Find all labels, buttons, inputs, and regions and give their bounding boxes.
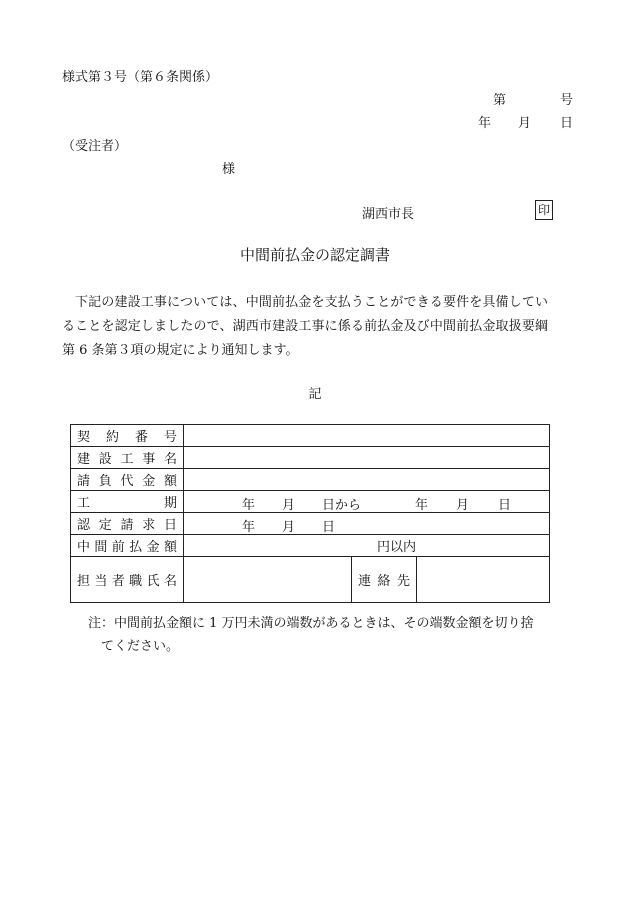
label-char: 額 [163, 474, 177, 489]
label-char: 工 [120, 452, 134, 467]
request-date-month: 月 [282, 520, 296, 535]
request-date-day: 日 [322, 520, 336, 535]
period-end-day: 日 [498, 498, 512, 513]
label-char: 期 [163, 496, 177, 511]
label-char: 払 [129, 540, 143, 555]
label-char: 担 [77, 574, 91, 589]
recipient-label: （受注者） [62, 139, 128, 154]
period-start-year: 年 [242, 498, 256, 513]
table-row [71, 557, 550, 603]
info-table [70, 424, 550, 603]
label-char: 職 [129, 574, 143, 589]
label-char: 請 [120, 518, 134, 533]
label-char: 者 [111, 574, 125, 589]
label-char: 中 [77, 540, 91, 555]
date-year-label: 年 [478, 116, 492, 131]
document-number-suffix: 号 [560, 93, 574, 108]
label-char: 契 [77, 430, 91, 445]
row-label-period [71, 491, 184, 513]
document-number-label: 第 [493, 93, 507, 108]
note-line-1: 注：中間前払金額に 1 万円未満の端数があるときは、その端数金額を切り捨 [88, 616, 534, 631]
interim-amount-field[interactable] [184, 535, 550, 557]
label-char: 求 [142, 518, 156, 533]
label-char: 請 [77, 474, 91, 489]
period-start-month: 月 [282, 498, 296, 513]
label-char: 額 [163, 540, 177, 555]
label-char: 絡 [377, 574, 391, 589]
note-line-2: てください。 [101, 639, 180, 654]
row-label-construction-name [71, 447, 184, 469]
row-label-staff-name [71, 557, 184, 603]
construction-name-field[interactable] [184, 447, 550, 469]
label-char: 名 [163, 452, 177, 467]
label-char: 氏 [146, 574, 160, 589]
label-char: 前 [111, 540, 125, 555]
request-date-field[interactable] [184, 513, 550, 535]
label-char: 約 [105, 430, 119, 445]
label-char: 建 [77, 452, 91, 467]
period-start-day: 日から [322, 498, 362, 513]
row-label-contract-number [71, 425, 184, 447]
label-char: 日 [163, 518, 177, 533]
label-char: 負 [98, 474, 112, 489]
label-char: 金 [142, 474, 156, 489]
label-char: 代 [120, 474, 134, 489]
row-label-contract-amount [71, 469, 184, 491]
recipient-honorific: 様 [222, 162, 236, 177]
table-row [71, 491, 550, 513]
contact-field[interactable] [417, 557, 550, 603]
ki-heading: 記 [308, 387, 322, 402]
table-row [71, 447, 550, 469]
label-char: 事 [142, 452, 156, 467]
date-day-label: 日 [560, 116, 574, 131]
label-char: 号 [163, 430, 177, 445]
staff-name-field[interactable] [184, 557, 352, 603]
table-row [71, 469, 550, 491]
request-date-year: 年 [242, 520, 256, 535]
table-row [71, 513, 550, 535]
table-row [71, 425, 550, 447]
label-char: 間 [94, 540, 108, 555]
seal-stamp: 印 [535, 200, 553, 220]
label-char: 金 [146, 540, 160, 555]
date-month-label: 月 [518, 116, 532, 131]
contact-label [352, 557, 417, 603]
form-number: 様式第３号（第６条関係） [62, 70, 219, 85]
construction-period-field[interactable] [184, 491, 550, 513]
row-label-interim-amount [71, 535, 184, 557]
period-end-year: 年 [415, 498, 429, 513]
label-char: 認 [77, 518, 91, 533]
contract-amount-field[interactable] [184, 469, 550, 491]
label-char: 定 [98, 518, 112, 533]
label-char: 先 [396, 574, 410, 589]
label-char: 番 [134, 430, 148, 445]
label-char: 工 [77, 496, 91, 511]
table-row [71, 535, 550, 557]
body-paragraph: 下記の建設工事については、中間前払金を支払うことができる要件を具備していることを認定しましたので、湖西市建設工事に係る前払金及び中間前払金取扱要綱第 6 条第３項の規定により通知します。 [62, 295, 548, 358]
issuer-name: 湖西市長 [362, 207, 415, 222]
row-label-request-date [71, 513, 184, 535]
contract-number-field[interactable] [184, 425, 550, 447]
label-char: 連 [358, 574, 372, 589]
label-char: 当 [94, 574, 108, 589]
period-end-month: 月 [456, 498, 470, 513]
label-char: 名 [163, 574, 177, 589]
document-title: 中間前払金の認定調書 [239, 246, 390, 264]
label-char: 設 [98, 452, 112, 467]
amount-suffix: 円以内 [376, 540, 416, 555]
